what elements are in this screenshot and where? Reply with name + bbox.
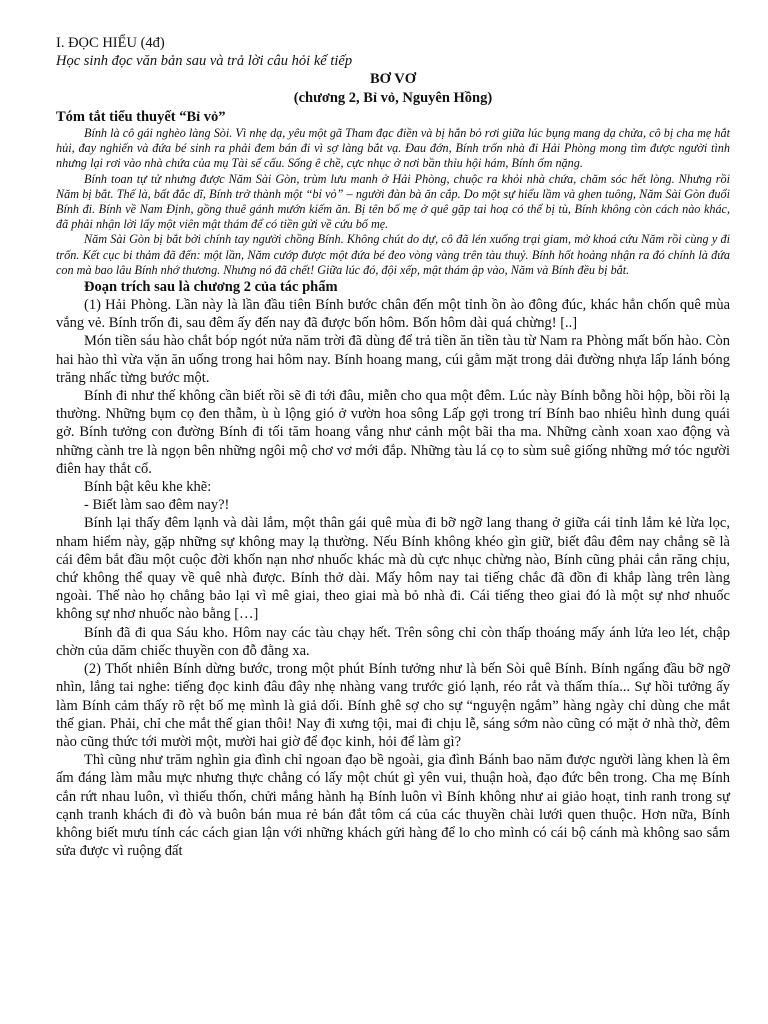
summary-paragraph: Bính toan tự tử nhưng được Năm Sài Gòn, trùm lưu manh ở Hải Phòng, chuộc ra khỏi nhà chứa, chăm sóc hết lòng. Nhưng rồi Năm bị bắt. Thế là, bất đắc dĩ, Bính trở thành một “bỉ vỏ” – người đàn bà ăn cắp. Do một sự hiểu lầm và ghen tuông, Năm Sài Gòn đuổi Bính đi. Bính về Nam Định, gồng thuê gánh mướn kiếm ăn. Bị tên bố mẹ ở quê gặp tai hoạ có thể bị tù, Bính không còn cách nào khác, đã phải nhận lời lấy một viên mật thám để có tiền gửi về cứu bố mẹ. (56, 171, 730, 232)
work-title: BƠ VƠ (369, 71, 417, 87)
excerpt-paragraph: Bính đã đi qua Sáu kho. Hôm nay các tàu chạy hết. Trên sông chỉ còn thấp thoáng mấy ánh lửa leo lét, chập chờn của dăm chiếc thuyền con đỗ đằng xa. (56, 624, 730, 659)
excerpt-paragraph: Bính đi như thế không cần biết rồi sẽ đi tới đâu, miễn cho qua một đêm. Lúc này Bính bỗng hồi hộp, bồi rồi lạ thường. Những bụm cọ đen thẫm, ù ù lộng gió ở vườn hoa sông Lấp gợi trong trí Bính bao nhiêu hình dung quái gở. Bính tưởng con đường Bính đi tối tăm hoang vắng như cảnh một bãi tha ma. Những cành xoan xao động và những cành tre là ngọn bên những ngôi mộ chơ vơ mới đắp. Những tàu lá cọ to sùm suê giống những mớ tóc người điên hay thắt cổ. (56, 388, 730, 477)
excerpt-paragraph: Bính bật kêu khe khẽ: (84, 479, 212, 496)
excerpt-paragraph: Món tiền sáu hào chắt bóp ngót nửa năm trời đã dùng để trả tiền ăn tiền tàu từ Nam ra Phòng mất bốn hào. Còn hai hào thì vừa vặn ăn uống trong hai hôm nay. Bính hoang mang, cúi gằm mặt trong dải đường nhựa lấp lánh bóng trăng nhấc từng bước một. (56, 333, 730, 386)
exam-page (56, 34, 730, 860)
excerpt-paragraph: Bính lại thấy đêm lạnh và dài lắm, một thân gái quê mùa đi bỡ ngỡ lang thang ở giữa cái tỉnh lắm kẻ lừa lọc, nham hiểm này, gặp những sự không may lạ thường. Nếu Bính không khéo gìn giữ, biết đâu đêm nay chẳng sẽ là cái đêm bắt đầu một cuộc đời khốn nạn nhơ nhuốc khác mà dù cực nhục chừng nào, Bính cũng phải cắn răng chịu, chứ không thể quay về quê nhà được. Bính thở dài. Mấy hôm nay tai tiếng chắc đã đồn đi khắp làng trên làng ngoài. Thế nào họ chẳng bảo lại vì mê giai, theo giai mà bỏ nhà đi. Cái tiếng theo giai đó là một sự nhơ nhuốc không sự nhơ nhuốc nào bằng […] (56, 515, 730, 623)
novel-summary (56, 126, 730, 278)
summary-heading: Tóm tắt tiểu thuyết “Bỉ vỏ” (56, 109, 226, 125)
summary-paragraph: Bính là cô gái nghèo làng Sòi. Vì nhẹ dạ, yêu một gã Tham đạc điền và bị hắn bỏ rơi giữa lúc bụng mang dạ chửa, cô bị cha mẹ hắt hủi, đay nghiến và đứa bé sinh ra phải đem bán đi vì sợ làng bắt vạ. Đau đớn, Bính trốn nhà đi Hải Phòng mong tìm được người tình nhưng lại rơi vào nhà chứa của mụ Tài sế cấu. Sống ê chề, cực nhục ở nơi bần thỉu hội hám, Bính ốm nặng. (56, 126, 730, 171)
excerpt-paragraph: (1) Hải Phòng. Lần này là lần đầu tiên Bính bước chân đến một tỉnh ồn ào đông đúc, khác hẳn chốn quê mùa vắng vẻ. Bính trốn đi, sau đêm ấy đến nay đã được bốn hôm. Bốn hôm dài quá chừng! [..] (56, 297, 730, 332)
excerpt-text (56, 296, 730, 860)
excerpt-paragraph: - Biết làm sao đêm nay?! (84, 497, 230, 514)
work-subtitle: (chương 2, Bỉ vỏ, Nguyên Hồng) (293, 90, 493, 106)
summary-paragraph: Năm Sài Gòn bị bắt bởi chính tay người chồng Bính. Không chút do dự, cô đã lén xuống trại giam, mở khoá cứu Năm rồi cùng y đi trốn. Kết cục bi thảm đã đến: một lần, Năm cướp được một đứa bé đeo vòng vàng trên tàu thuỷ. Bính hốt hoảng nhận ra đó chính là đứa con mà bao lâu Bính nhớ thương. Nhưng nó đã chết! Giữa lúc đó, đội xếp, mật thám ập vào, Năm và Bính đều bị bắt. (56, 232, 730, 277)
reading-instruction: Học sinh đọc văn bản sau và trả lời câu hỏi kế tiếp (56, 53, 353, 69)
excerpt-paragraph: Thì cũng như trăm nghìn gia đình chỉ ngoan đạo bề ngoài, gia đình Bánh bao năm được người làng khen là êm ấm đáng làm mẫu mực nhưng thực chẳng có lấy một chút gì yên vui, thuận hoà, đạo đức bên trong. Cha mẹ Bính cắn rứt nhau luôn, vì thiếu thốn, chửi mắng hành hạ Bính luôn vì Bính không như ai giảo hoạt, tinh ranh trong sự cạnh tranh khách đi đò và buôn bán mua rẻ bán đắt tôm cá của các thuyền chài lưới quen thuộc. Hơn nữa, Bính không biết mưu tính các cách gian lận với những khách gửi hàng để lo cho mình có cái bộ cánh mà không sao sắm sửa được vì ruộng đất (56, 752, 730, 860)
section-title: I. ĐỌC HIỂU (4đ) (56, 35, 165, 51)
excerpt-heading: Đoạn trích sau là chương 2 của tác phẩm (84, 279, 338, 296)
excerpt-paragraph: (2) Thốt nhiên Bính dừng bước, trong một phút Bính tưởng như là bến Sòi quê Bính. Bính ngẩng đầu bỡ ngỡ nhìn, lắng tai nghe: tiếng đọc kinh đâu đây nhẹ nhàng vang trước gió lạnh, réo rắt và thấm thía... Sự hồi tưởng ấy làm Bính cảm thấy rõ rệt bố mẹ mình là giả dối. Bính ghê sợ cho sự “nguyện ngắm” hàng ngày chỉ dùng che mắt thế gian. Phải, chỉ che mắt thế gian thôi! Nay đi xưng tội, mai đi chịu lễ, sáng sớm nào cũng có mặt ở nhà thờ, đêm nào cũng thức tới mười một, mười hai giờ để đọc kinh, hỏi để làm gì? (56, 661, 730, 750)
